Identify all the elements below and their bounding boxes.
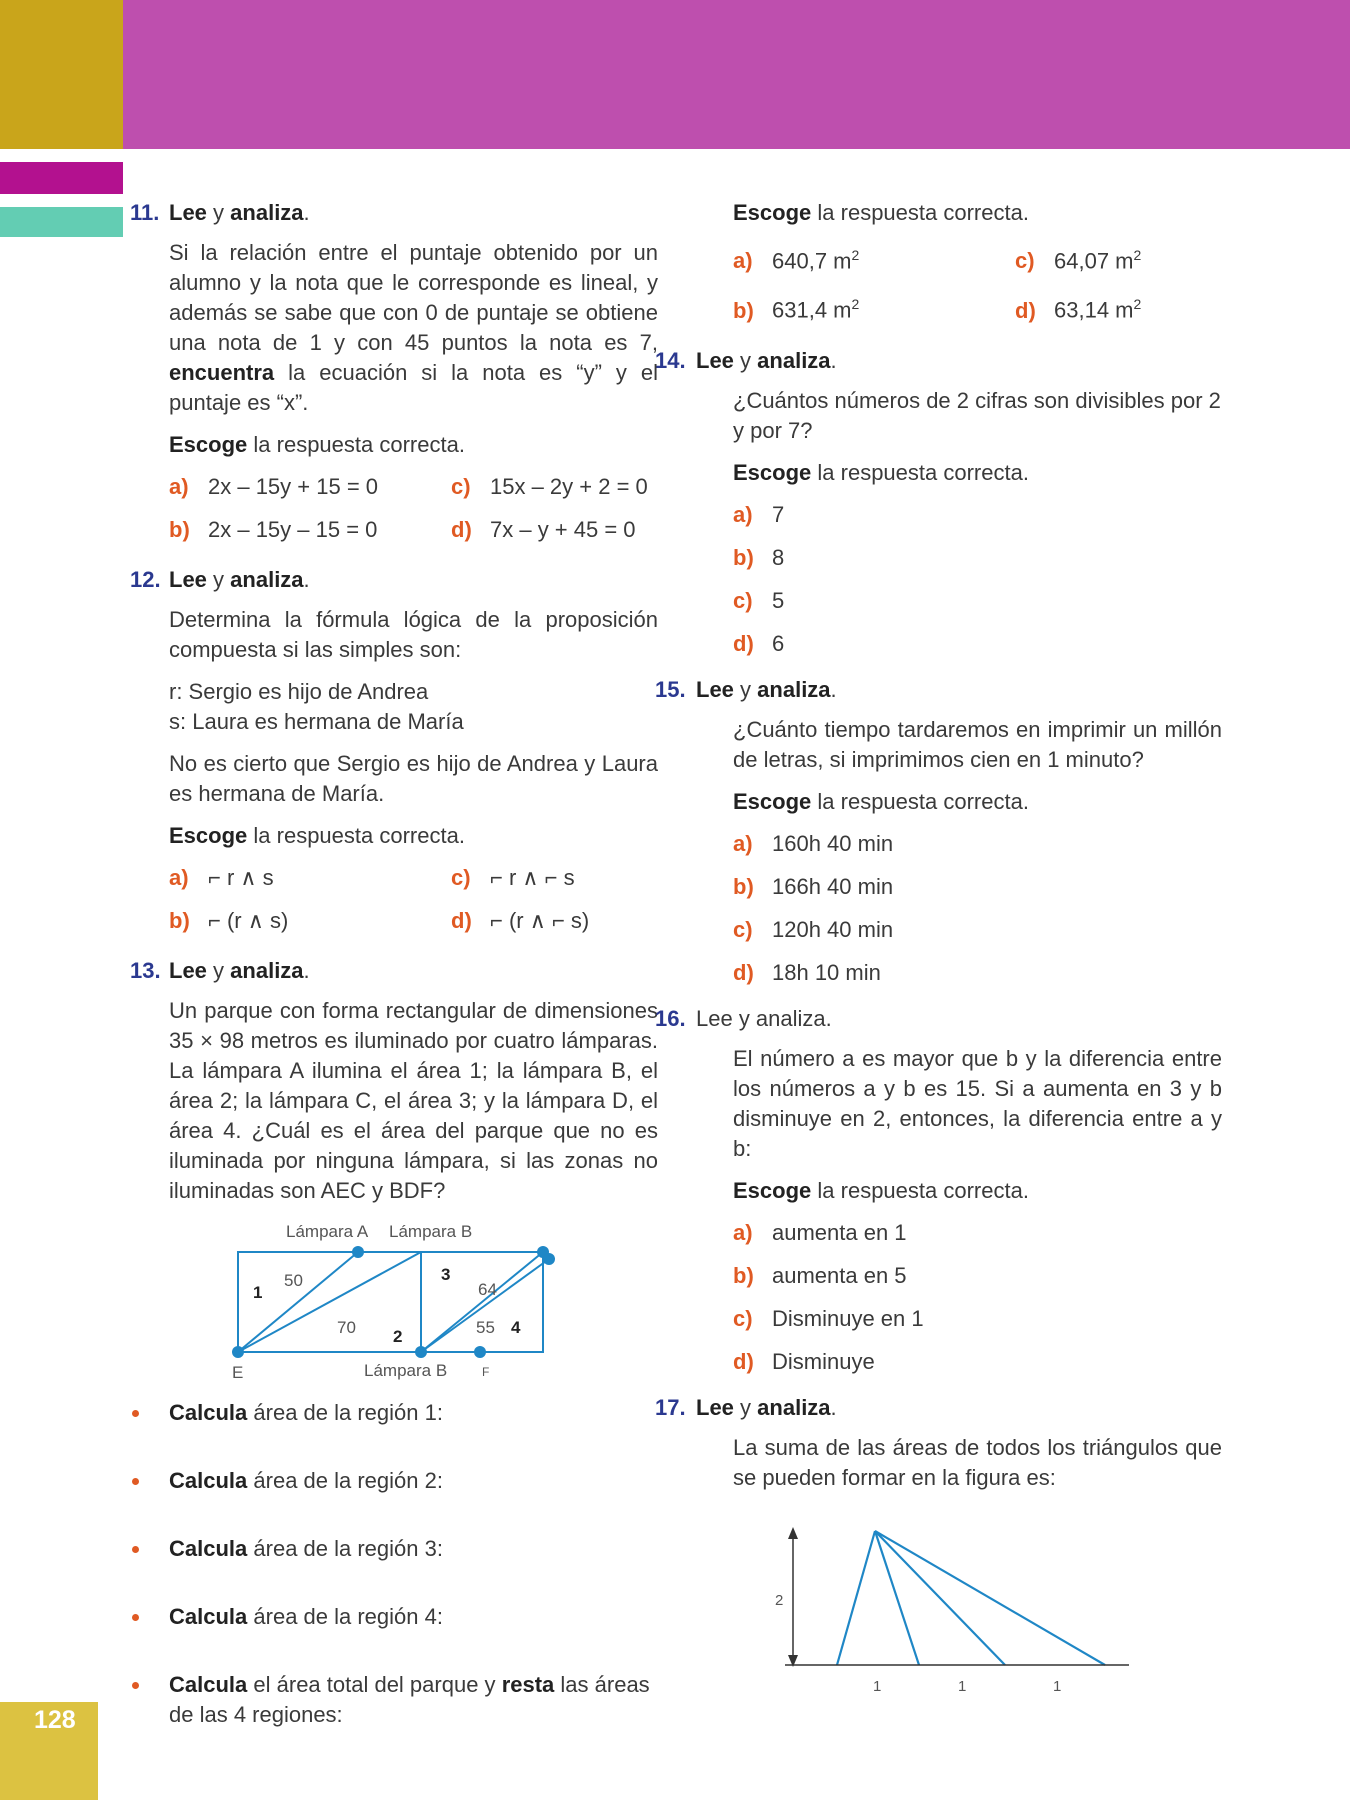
option-letter: b) [733,1262,754,1288]
option-text: aumenta en 5 [772,1262,907,1288]
q16-number: 16. [655,1005,686,1031]
option-text: 6 [772,630,785,656]
option-letter: a) [169,474,189,499]
option-sup: 2 [1133,296,1142,313]
side-tab-magenta [0,162,123,194]
option-letter: c) [451,865,471,890]
label-region-4: 4 [511,1318,521,1337]
option-letter: a) [733,830,753,856]
analiza-word: analiza [757,676,831,702]
q11-body [130,238,658,545]
option-text: 166h 40 min [772,873,894,899]
option-text: 2x – 15y + 15 = 0 [208,474,379,499]
escoge-word: Escoge [169,432,248,457]
bullet-text: área de la región 1: [253,1400,443,1425]
y-word: y [213,200,225,225]
option-letter: c) [1015,248,1035,274]
label-lamp-a: Lámpara A [286,1222,369,1241]
q17-number: 17. [655,1394,686,1420]
option-text: 8 [772,544,785,570]
label-e: E [232,1363,244,1382]
option-text: 160h 40 min [772,830,894,856]
tri-side-1 [875,1531,919,1665]
option-text: 63,14 m [1054,297,1134,323]
label-lamp-b-bottom: Lámpara B [364,1361,448,1380]
bullet-text: área de la región 2: [253,1468,443,1493]
lee-word: Lee [169,958,207,983]
option-letter: a) [733,248,753,274]
bullet-region-3 [130,1534,658,1564]
q11-text-bold: encuentra [169,360,275,385]
park-figure [169,1218,559,1390]
analiza-word: analiza [757,347,831,373]
option-text: aumenta en 1 [772,1219,907,1245]
option-letter: b) [733,544,754,570]
q15-option-b[interactable] [733,872,1222,902]
lee-word: Lee [169,567,207,592]
q12-options [169,863,658,936]
resta-word: resta [501,1672,555,1697]
escoge-word: Escoge [733,200,812,225]
option-text: Disminuye [772,1348,875,1374]
q12-propositions [169,677,658,737]
option-letter: a) [733,501,753,527]
q16-instruction [733,1176,1222,1206]
q15-option-a[interactable] [733,829,1222,859]
q14-option-b[interactable] [733,543,1222,573]
option-letter: c) [733,916,753,942]
calcula-word: Calcula [169,1604,248,1629]
option-text: 7 [772,501,785,527]
respuesta-text: la respuesta correcta. [817,788,1029,814]
line-lamp-b-top-right [421,1252,543,1352]
option-sup: 2 [851,296,860,313]
respuesta-text: la respuesta correcta. [253,823,465,848]
bullet-text: el área total del parque y [253,1672,496,1697]
option-text: 18h 10 min [772,959,881,985]
option-letter: b) [733,297,754,323]
q11-number: 11. [130,200,160,225]
q12-option-a[interactable] [169,863,451,893]
option-letter: d) [451,517,472,542]
q11-text-b: la ecuación si la nota es “y” y el puntaje es “x”. [169,360,658,415]
label-50: 50 [284,1271,303,1290]
analiza-word: analiza [230,958,304,983]
option-text: 64,07 m [1054,248,1134,274]
height-arrow-top [788,1527,798,1539]
label-f: F [482,1365,490,1379]
q11-option-d[interactable] [451,515,691,545]
line-e-lamp-a [238,1252,358,1352]
point-f [474,1346,486,1358]
q13-bullets [130,1398,658,1730]
option-letter: a) [169,865,189,890]
q16-body [692,1044,1222,1377]
label-base-1: 1 [873,1677,882,1695]
point-e [232,1346,244,1358]
q15-statement: ¿Cuánto tiempo tardaremos en imprimir un millón de letras, si imprimimos cien en 1 minuto? [733,716,1222,772]
option-text: ⌐ (r ∧ ⌐ s) [490,908,590,933]
q13-options-block [692,198,1222,326]
q15-instruction [733,787,1222,817]
q13-option-a[interactable] [733,240,1015,276]
q15-number: 15. [655,676,686,702]
analiza-word: analiza [757,1394,831,1420]
lee-word: Lee [696,676,734,702]
q14-statement: ¿Cuántos números de 2 cifras son divisibles por 2 y por 7? [733,387,1221,443]
bullet-text: área de la región 3: [253,1536,443,1561]
q11-option-a[interactable] [169,472,451,502]
q14-option-c[interactable] [733,586,1222,616]
q11-statement [169,238,658,418]
analiza-word: analiza [230,200,304,225]
option-letter: a) [733,1219,753,1245]
option-text: 640,7 m [772,248,852,274]
y-word: y [740,676,752,702]
q12-option-c[interactable] [451,863,691,893]
escoge-word: Escoge [733,788,812,814]
calcula-word: Calcula [169,1536,248,1561]
option-letter: d) [451,908,472,933]
lee-word: Lee [169,200,207,225]
respuesta-text: la respuesta correcta. [253,432,465,457]
q15-body [692,715,1222,988]
q14-heading: 14. Lee y analiza. [655,346,1222,376]
bullet-text: área de la región 4: [253,1604,443,1629]
calcula-word: Calcula [169,1468,248,1493]
q11-option-b[interactable] [169,515,451,545]
option-letter: d) [733,1348,754,1374]
q16-option-d[interactable] [733,1347,1222,1377]
q11-instruction [169,430,658,460]
option-text: 120h 40 min [772,916,894,942]
q12-option-b[interactable] [169,906,451,936]
option-text: ⌐ (r ∧ s) [208,908,289,933]
q16-option-a[interactable] [733,1218,1222,1248]
option-sup: 2 [851,247,860,263]
q12-proposition-r: r: Sergio es hijo de Andrea [169,679,429,704]
tri-side-right [875,1531,1105,1665]
q13-option-d[interactable] [1015,289,1235,325]
respuesta-text: la respuesta correcta. [817,1177,1029,1203]
q13-option-c[interactable] [1015,240,1235,276]
q17-heading: 17. Lee y analiza. [655,1393,1222,1423]
label-base-3: 1 [1053,1677,1062,1695]
q11-heading: 11. Lee y analiza. [130,198,658,228]
option-letter: c) [733,1305,753,1331]
option-text: 2x – 15y – 15 = 0 [208,517,378,542]
lee-word: Lee [696,1394,734,1420]
option-letter: d) [733,959,754,985]
q14-instruction [733,458,1222,488]
q14-options [733,500,1222,659]
label-55: 55 [476,1318,495,1337]
bullet-text-end: las áreas de las 4 regiones: [169,1672,650,1727]
option-letter: d) [1015,297,1036,323]
respuesta-text: la respuesta correcta. [817,459,1029,485]
q15-option-d[interactable] [733,958,1222,988]
option-letter: d) [733,630,754,656]
option-text: 7x – y + 45 = 0 [490,517,636,542]
option-letter: b) [169,908,190,933]
q16-statement: El número a es mayor que b y la diferencia entre los números a y b es 15. Si a aumenta en 3 y b disminuye en 2, entonces, la diferencia entre a y b: [733,1045,1222,1161]
y-word: y [740,1394,752,1420]
q13-heading: 13. Lee y analiza. [130,956,658,986]
q15-heading: 15. Lee y analiza. [655,675,1222,705]
q14-body [692,386,1222,659]
label-lamp-b-top: Lámpara B [389,1222,473,1241]
option-text: ⌐ r ∧ s [208,865,274,890]
option-text: 631,4 m [772,297,852,323]
option-text: ⌐ r ∧ ⌐ s [490,865,575,890]
q16-options [733,1218,1222,1377]
option-sup: 2 [1133,247,1142,263]
q12-option-d[interactable] [451,906,691,936]
header-yellow-block [0,0,123,149]
q11-text-a: Si la relación entre el puntaje obtenido por un alumno y la nota que le corresponde es lineal, y además se sabe que con 0 de puntaje se obtiene una nota de 1 y con 45 puntos la nota es 7, [169,240,658,355]
q17-statement: La suma de las áreas de todos los triángulos que se pueden formar en la figura es: [733,1434,1222,1490]
label-64: 64 [478,1280,497,1299]
triangles-figure [753,1517,1193,1707]
header-magenta-banner [123,0,1350,149]
q13-options [733,240,1222,326]
calcula-word: Calcula [169,1672,248,1697]
point-corner [543,1253,555,1265]
option-text: 5 [772,587,785,613]
q15-option-c[interactable] [733,915,1222,945]
lee-word: Lee [696,347,734,373]
option-text: Disminuye en 1 [772,1305,924,1331]
q12-heading: 12. Lee y analiza. [130,565,658,595]
q14-number: 14. [655,347,686,373]
point-lamp-b-bottom [415,1346,427,1358]
q13-body [130,996,658,1390]
q11-options [169,472,658,545]
y-word: y [213,958,225,983]
tri-side-left [837,1531,875,1665]
q13-number: 13. [130,958,161,983]
q14-option-a[interactable] [733,500,1222,530]
q12-body [130,605,658,936]
label-base-2: 1 [958,1677,967,1695]
analiza-word: analiza [230,567,304,592]
left-column [130,198,658,1768]
q12-statement: No es cierto que Sergio es hijo de Andrea y Laura es hermana de María. [169,751,658,806]
calcula-word: Calcula [169,1400,248,1425]
q13-statement: Un parque con forma rectangular de dimensiones 35 × 98 metros es iluminado por cuatro lámparas. La lámpara A ilumina el área 1; la lámpara B, el área 2; la lámpara C, el área 3; y la lámpara D, el área 4. ¿Cuál es el área del parque que no es iluminada por ninguna lámpara, si las zonas no iluminadas son AEC y BDF? [169,998,658,1203]
q16-option-c[interactable] [733,1304,1222,1334]
q12-instruction [169,821,658,851]
label-region-3: 3 [441,1265,451,1284]
q16-head-text: Lee y analiza. [696,1005,832,1031]
label-region-2: 2 [393,1327,403,1346]
label-70: 70 [337,1318,356,1337]
right-column [655,198,1222,1707]
bullet-region-1 [130,1398,658,1428]
side-tab-teal [0,207,123,237]
q12-intro: Determina la fórmula lógica de la proposición compuesta si las simples son: [169,607,658,662]
q16-option-b[interactable] [733,1261,1222,1291]
q11-option-c[interactable] [451,472,691,502]
q14-option-d[interactable] [733,629,1222,659]
option-text: 15x – 2y + 2 = 0 [490,474,648,499]
option-letter: c) [733,587,753,613]
q12-proposition-s: s: Laura es hermana de María [169,709,464,734]
bullet-total-area [130,1670,658,1730]
escoge-word: Escoge [169,823,248,848]
tri-side-2 [875,1531,1005,1665]
bullet-region-2 [130,1466,658,1496]
option-letter: b) [733,873,754,899]
q17-body [692,1433,1222,1707]
y-word: y [740,347,752,373]
respuesta-text: la respuesta correcta. [817,200,1029,225]
bullet-region-4 [130,1602,658,1632]
escoge-word: Escoge [733,459,812,485]
escoge-word: Escoge [733,1177,812,1203]
page-number: 128 [34,1706,76,1734]
option-letter: b) [169,517,190,542]
y-word: y [213,567,225,592]
option-letter: c) [451,474,471,499]
point-lamp-a [352,1246,364,1258]
q13-instruction [733,198,1222,228]
q12-number: 12. [130,567,161,592]
q16-heading [655,1004,1222,1034]
label-region-1: 1 [253,1283,263,1302]
q13-option-b[interactable] [733,289,1015,325]
label-height: 2 [775,1591,784,1609]
q15-options [733,829,1222,988]
